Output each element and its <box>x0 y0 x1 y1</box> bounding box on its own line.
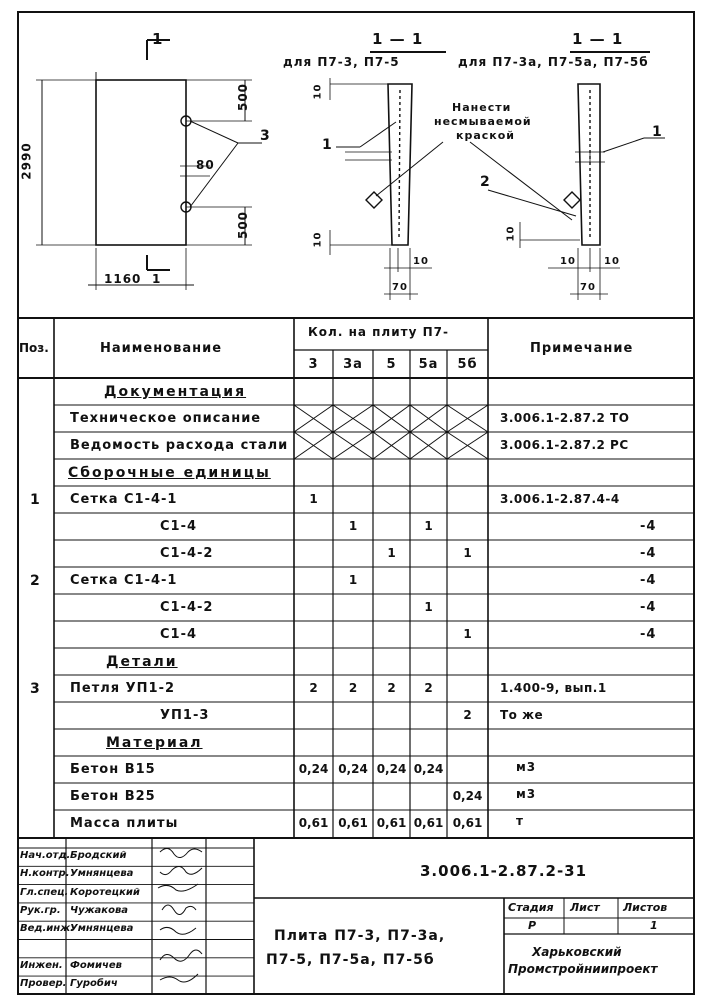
dim-70-b: 70 <box>580 282 596 293</box>
qty-cell: 0,61 <box>452 816 483 830</box>
signer-name: Чужакова <box>70 904 129 916</box>
header-pos: Поз. <box>19 341 49 355</box>
dim-10-a1: 10 <box>312 83 324 100</box>
annotation-leaders <box>376 142 572 220</box>
signer-role: Вед.инж. <box>20 923 74 935</box>
callout-1a: 1 <box>322 137 333 153</box>
signature-scribbles <box>158 848 202 982</box>
sheets-label: Листов <box>623 901 668 914</box>
row-note: 1.400-9, вып.1 <box>500 681 607 695</box>
row-name: С1-4 <box>160 519 198 534</box>
qty-cell: 0,61 <box>376 816 407 830</box>
row-note: 3.006.1-2.87.2 ТО <box>500 411 630 425</box>
row-name: С1-4-2 <box>160 546 214 561</box>
header-qty: Кол. на плиту П7- <box>308 325 449 339</box>
qty-cell: 0,61 <box>298 816 329 830</box>
section-heading: Детали <box>106 654 178 670</box>
section-heading: Материал <box>106 735 203 751</box>
section-b-note: для П7-3а, П7-5а, П7-5б <box>458 55 649 69</box>
header-name: Наименование <box>100 341 223 356</box>
qty-cell: 0,61 <box>338 816 368 830</box>
qty-cell: 0,61 <box>413 816 444 830</box>
row-pos: 2 <box>30 573 41 589</box>
qty-cell: 1 <box>348 519 358 533</box>
signer-name: Умнянцева <box>70 923 134 935</box>
callout-2: 2 <box>480 174 491 190</box>
row-note: -4 <box>640 573 657 588</box>
qty-cell: 2 <box>309 681 318 695</box>
qty-cell: 0,24 <box>413 762 444 776</box>
signer-name: Фомичев <box>70 959 122 971</box>
signer-role: Рук.гр. <box>20 904 61 916</box>
sheets-value: 1 <box>650 919 658 932</box>
stage-value: Р <box>528 919 537 932</box>
row-note: т <box>516 814 524 828</box>
signer-name: Гуробич <box>70 978 118 990</box>
row-name: Сетка С1-4-1 <box>70 492 178 507</box>
dim-10-a3: 10 <box>413 256 429 267</box>
row-name: Бетон В15 <box>70 762 156 777</box>
qty-cell: 2 <box>387 681 396 695</box>
section-a-note: для П7-3, П7-5 <box>283 55 400 69</box>
qty-cell: 2 <box>463 708 472 722</box>
signer-role: Нач.отд. <box>20 850 71 861</box>
row-name: Петля УП1-2 <box>70 681 176 696</box>
row-pos: 1 <box>30 492 41 508</box>
document-code: 3.006.1-2.87.2-31 <box>420 862 588 880</box>
org-line-2: Промстройниипроект <box>508 962 658 976</box>
section-heading: Документация <box>104 384 247 400</box>
annotation-line-1: Нанести <box>452 101 512 114</box>
row-name: Техническое описание <box>70 411 262 426</box>
signer-role: Гл.спец. <box>20 886 69 898</box>
row-note: м3 <box>516 760 537 774</box>
row-note: -4 <box>640 600 657 615</box>
qty-cell: 0,24 <box>376 762 407 776</box>
row-name: Масса плиты <box>70 816 179 831</box>
qty-cell: 0,24 <box>298 762 329 776</box>
header-col-3: 3 <box>308 357 319 372</box>
qty-cell: 2 <box>424 681 433 695</box>
row-note: -4 <box>640 627 657 642</box>
header-note: Примечание <box>530 341 634 356</box>
row-pos: 3 <box>30 681 41 697</box>
qty-cell: 1 <box>309 492 318 506</box>
title-line-1: Плита П7-3, П7-3а, <box>274 928 446 944</box>
stage-label: Стадия <box>508 901 554 914</box>
annotation-line-2: несмываемой <box>434 115 532 128</box>
signer-name: Умнянцева <box>70 868 134 880</box>
dim-500-top: 500 <box>236 82 251 112</box>
section-mark-bottom: 1 <box>152 272 162 286</box>
dim-80: 80 <box>196 158 215 172</box>
qty-cell: 0,24 <box>452 789 483 803</box>
row-name: Сетка С1-4-1 <box>70 573 178 588</box>
qty-cell: 1 <box>424 600 433 614</box>
row-note: -4 <box>640 546 657 561</box>
qty-cell: 1 <box>387 546 396 560</box>
qty-cell: 1 <box>424 519 433 533</box>
section-b-title: 1 — 1 <box>572 30 624 48</box>
row-note: 3.006.1-2.87.2 РС <box>500 438 629 452</box>
row-name: Ведомость расхода стали <box>70 438 289 453</box>
row-note: 3.006.1-2.87.4-4 <box>500 492 620 506</box>
signer-role: Н.контр. <box>20 868 70 880</box>
row-name: С1-4-2 <box>160 600 214 615</box>
dim-10-b3: 10 <box>604 256 620 267</box>
dim-10-b1: 10 <box>505 225 517 242</box>
annotation-line-3: краской <box>456 129 516 142</box>
signer-name: Бродский <box>70 850 127 861</box>
qty-cell: 1 <box>348 573 358 587</box>
dim-10-b2: 10 <box>560 256 576 267</box>
callout-1b: 1 <box>652 124 663 140</box>
view-1-label: 1 <box>152 30 164 48</box>
plan-view <box>36 40 262 290</box>
header-col-3a: 3а <box>343 357 363 372</box>
signer-role: Инжен. <box>20 959 63 971</box>
qty-cell: 0,24 <box>338 762 368 776</box>
signer-role: Провер. <box>20 978 67 990</box>
header-col-5a: 5а <box>418 357 439 372</box>
dim-10-a2: 10 <box>312 231 324 248</box>
header-col-5: 5 <box>386 357 397 372</box>
signer-name: Коротецкий <box>70 886 140 898</box>
row-name: С1-4 <box>160 627 198 642</box>
qty-cell: 1 <box>463 546 472 560</box>
dim-500-bottom: 500 <box>236 210 251 240</box>
dim-width: 1160 <box>104 272 142 286</box>
dim-70-a: 70 <box>392 282 408 293</box>
row-note: -4 <box>640 519 657 534</box>
row-note: То же <box>500 708 544 722</box>
row-name: Бетон В25 <box>70 789 156 804</box>
plate-outline <box>96 80 186 245</box>
title-line-2: П7-5, П7-5а, П7-5б <box>266 952 435 968</box>
callout-3: 3 <box>260 128 271 144</box>
section-a-title: 1 — 1 <box>372 30 424 48</box>
row-note: м3 <box>516 787 537 801</box>
qty-cell: 2 <box>348 681 358 695</box>
dim-height: 2990 <box>19 142 34 180</box>
qty-cell: 1 <box>463 627 472 641</box>
header-col-5b: 5б <box>457 357 478 372</box>
section-heading: Сборочные единицы <box>68 465 271 481</box>
section-b-profile <box>578 84 600 245</box>
sheet-label: Лист <box>570 901 600 914</box>
row-name: УП1-3 <box>160 708 210 723</box>
org-line-1: Харьковский <box>532 945 622 959</box>
